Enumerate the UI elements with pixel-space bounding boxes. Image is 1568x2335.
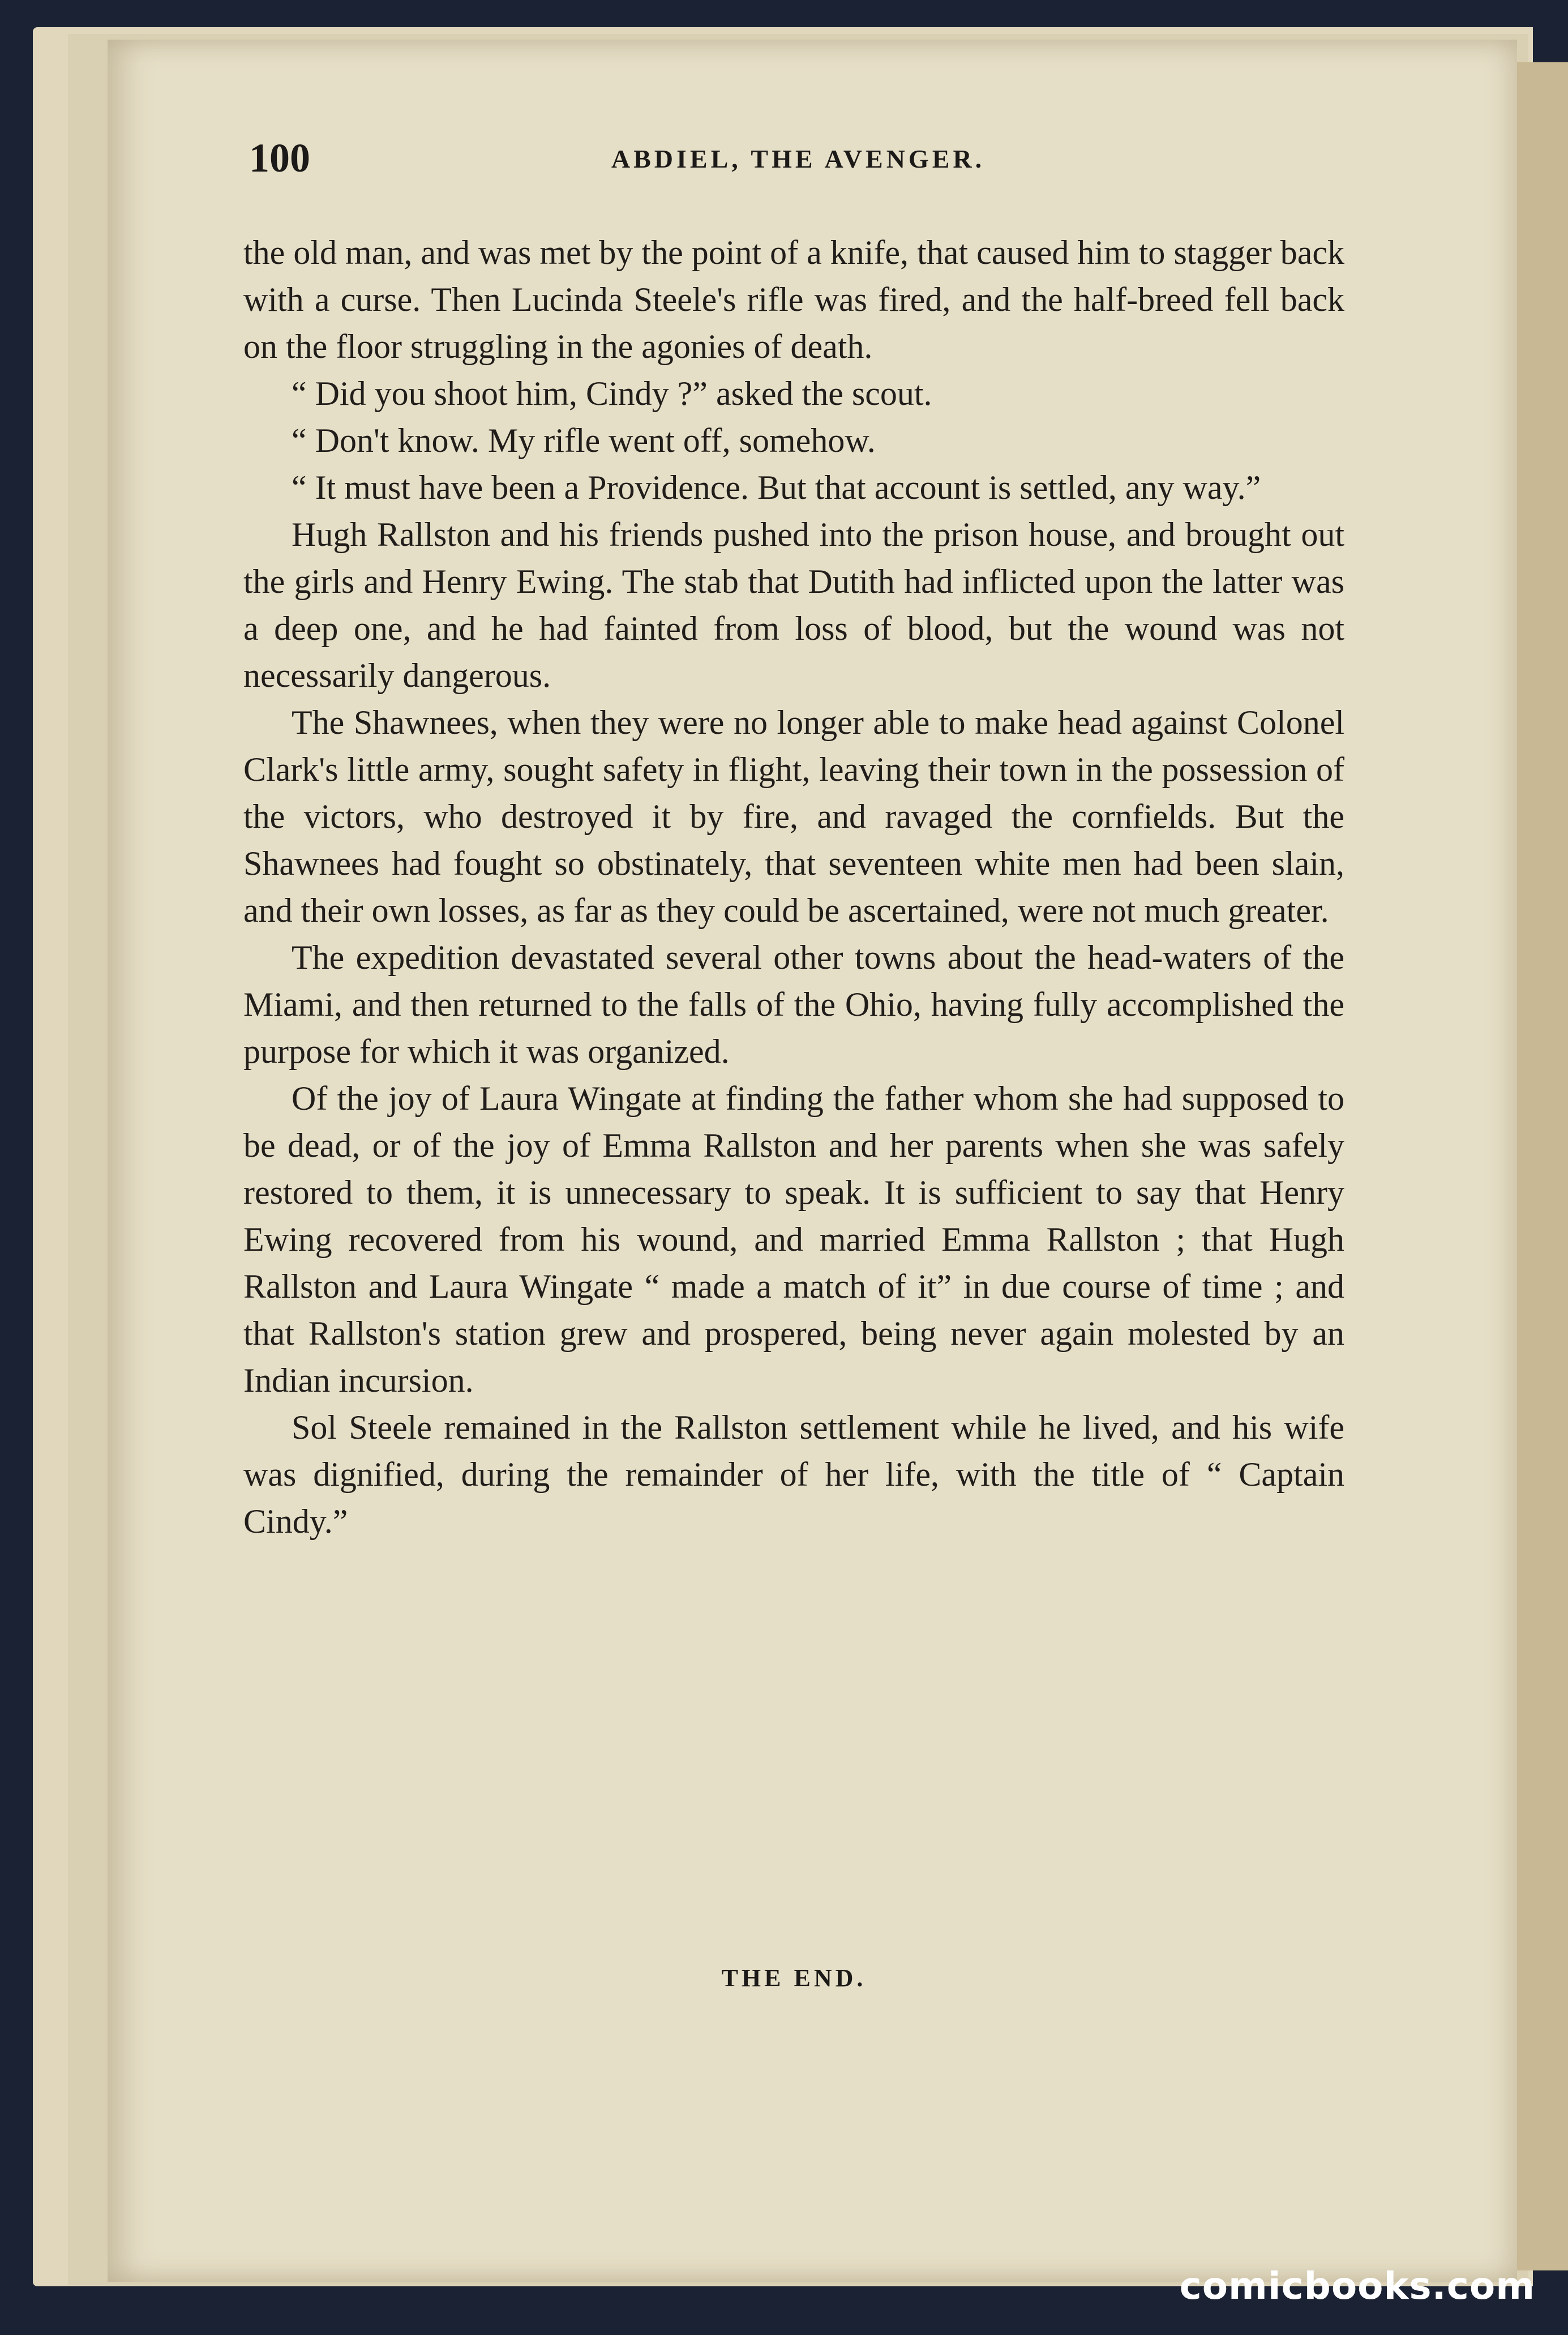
paragraph: “ Don't know. My rifle went off, somehow. [292, 422, 876, 459]
paragraph: The Shawnees, when they were no longer able to make head against Colonel Clark's little army, sought safety in flight, leaving their town in the possession of the victors, who destroyed it by fire, and ravaged the cornfields. But the Shawnees had fought so obstinately, that seventeen white men had been slain, and their own losses, as far as they could be ascertained, were not much greater. [243, 704, 1344, 929]
paragraph: Hugh Rallston and his friends pushed into the prison house, and brought out the girls and Henry Ewing. The stab that Dutith had inflicted upon the latter was a deep one, and he had fainted from loss of blood, but the wound was not necessarily dangerous. [243, 516, 1344, 694]
body-text [243, 229, 1344, 1545]
paragraph: Of the joy of Laura Wingate at finding the father whom she had supposed to be dead, or of the joy of Emma Rallston and her parents when she was safely restored to them, it is unnecessary to speak. It is sufficient to say that Henry Ewing recovered from his wound, and married Emma Rallston ; that Hugh Rallston and Laura Wingate “ made a match of it” in due course of time ; and that Rallston's station grew and prospered, being never again molested by an Indian incursion. [243, 1080, 1344, 1399]
watermark: comicbooks.com [1179, 2264, 1535, 2308]
page-number: 100 [249, 135, 310, 181]
paragraph: Sol Steele remained in the Rallston settlement while he lived, and his wife was dignified, during the remainder of her life, with the title of “ Captain Cindy.” [243, 1409, 1344, 1540]
running-title: ABDIEL, THE AVENGER. [611, 144, 986, 173]
the-end-label: THE END. [721, 1964, 867, 1992]
paragraph: “ Did you shoot him, Cindy ?” asked the scout. [292, 375, 932, 412]
paragraph: “ It must have been a Providence. But that account is settled, any way.” [292, 469, 1261, 506]
running-head [249, 135, 1347, 186]
paragraph: the old man, and was met by the point of a knife, that caused him to stagger back with a curse. Then Lucinda Steele's rifle was fired, and the half-breed fell back on the floor struggling in the agonies of death. [243, 234, 1344, 365]
paragraph: The expedition devastated several other towns about the head-waters of the Miami, and then returned to the falls of the Ohio, having fully accomplished the purpose for which it was organized. [243, 939, 1344, 1070]
right-page-edge [1517, 62, 1568, 2270]
